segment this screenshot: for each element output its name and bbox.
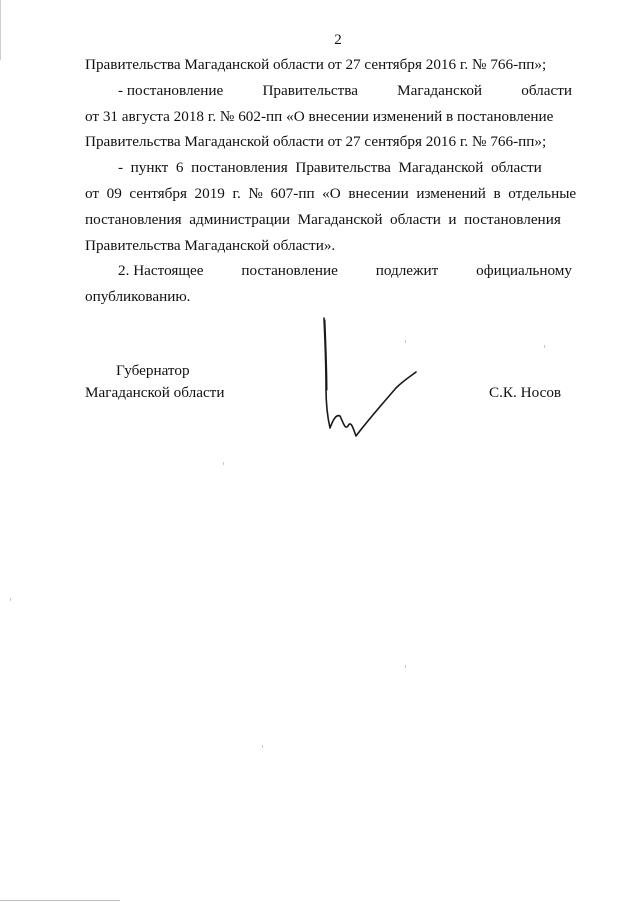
signatory-title (85, 360, 224, 404)
paragraph-2-word-4: области (521, 81, 572, 99)
scan-speck (223, 462, 224, 465)
document-body (85, 52, 577, 310)
paragraph-4-word-3: подлежит (375, 262, 439, 280)
paragraph-1-line-1: Правительства Магаданской области от 27 сентября 2016 г. № 766-пп»; (85, 56, 547, 73)
left-margin-mark (0, 0, 1, 60)
paragraph-4-line-2: опубликованию. (85, 288, 191, 306)
paragraph-4-word-2: постановление (241, 262, 338, 280)
paragraph-2-word-2: Правительства (262, 81, 359, 99)
paragraph-4-word-1: 2. Настоящее (118, 262, 204, 280)
signatory-name: С.К. Носов (489, 384, 562, 401)
scan-speck (405, 340, 406, 343)
paragraph-4-first-line (85, 258, 572, 284)
page-number: 2 (334, 32, 342, 48)
paragraph-2-word-3: Магаданской (397, 81, 483, 99)
scan-speck (544, 345, 545, 348)
signatory-title-line-2: Магаданской области (85, 384, 225, 401)
paragraph-3-line-3: постановления администрации Магаданской области и постановления (85, 210, 561, 228)
paragraph-4-word-4: официальному (476, 262, 572, 280)
scan-speck (262, 745, 263, 748)
paragraph-3-line-4: Правительства Магаданской области». (85, 236, 336, 254)
paragraph-2-line-3: Правительства Магаданской области от 27 сентября 2016 г. № 766-пп»; (85, 133, 547, 151)
handwritten-signature (312, 310, 432, 445)
signatory-title-line-1: Губернатор (116, 362, 190, 379)
scan-speck (405, 665, 406, 668)
scan-speck (10, 598, 11, 601)
paragraph-2-line-2: от 31 августа 2018 г. № 602-пп «О внесении изменений в постановление (85, 107, 554, 125)
paragraph-3-first-line: - пункт 6 постановления Правительства Магаданской области (118, 159, 542, 177)
paragraph-2-first-line (85, 78, 572, 104)
paragraph-2-word-1: - постановление (118, 81, 224, 99)
paragraph-3-line-2: от 09 сентября 2019 г. № 607-пп «О внесении изменений в отдельные (85, 184, 577, 202)
bottom-edge-rule (0, 900, 120, 901)
